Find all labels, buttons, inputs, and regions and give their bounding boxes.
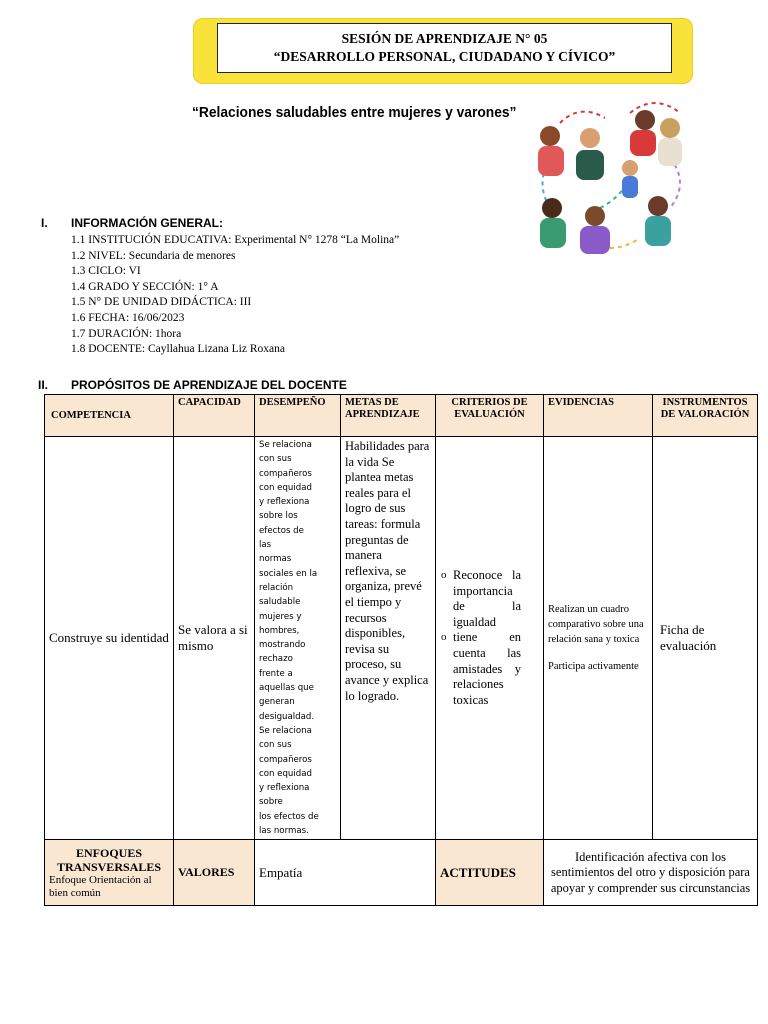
desempeno-line: compañeros	[259, 754, 312, 765]
general-info-list	[71, 233, 399, 358]
table-bottom-row	[45, 840, 758, 906]
desempeno-line: rechazo	[259, 654, 293, 665]
section2-number: II.	[38, 378, 49, 392]
enfoques-title: ENFOQUES TRANSVERSALES	[56, 845, 162, 874]
desempeno-line: con equidad	[259, 482, 312, 493]
title-banner	[193, 18, 693, 84]
desempeno-line: las normas.	[259, 826, 309, 837]
info-item: 1.5 N° DE UNIDAD DIDÁCTICA: III	[71, 296, 252, 309]
header-metas: METAS DE APRENDIZAJE	[341, 395, 436, 437]
cell-enfoques	[45, 840, 174, 906]
actitudes-label: ACTITUDES	[436, 840, 544, 906]
cell-desempeno	[255, 437, 341, 840]
actitud-value: Identificación afectiva con los sentimientos del otro y disposición para apoyar y comprender sus circunstancias	[544, 840, 758, 906]
desempeno-line: con sus	[259, 454, 292, 465]
desempeno-line: y reflexiona	[259, 783, 310, 794]
info-item: 1.4 GRADO Y SECCIÓN: 1° A	[71, 280, 219, 293]
desempeno-line: frente a	[259, 668, 293, 679]
cell-competencia: Construye su identidad	[45, 437, 174, 840]
desempeno-line: y reflexiona	[259, 497, 310, 508]
info-item: 1.7 DURACIÓN: 1hora	[71, 327, 182, 340]
desempeno-line: aquellas que	[259, 683, 314, 694]
desempeno-line: sobre	[259, 797, 283, 808]
info-item: 1.2 NIVEL: Secundaria de menores	[71, 249, 236, 262]
desempeno-line: con equidad	[259, 768, 312, 779]
desempeno-line: saludable	[259, 597, 301, 608]
info-item: 1.6 FECHA: 16/06/2023	[71, 311, 185, 324]
learning-purposes-table	[44, 394, 758, 906]
desempeno-line: compañeros	[259, 468, 312, 479]
valores-label: VALORES	[174, 840, 255, 906]
table-header-row	[45, 395, 758, 437]
desempeno-line: sociales en la	[259, 568, 318, 579]
people-circle-illustration	[530, 98, 690, 258]
session-subtitle: “Relaciones saludables entre mujeres y varones”	[192, 104, 517, 121]
table-row	[45, 437, 758, 840]
valor-value: Empatía	[255, 840, 436, 906]
desempeno-line: sobre los	[259, 511, 298, 522]
desempeno-line: mujeres y	[259, 611, 302, 622]
desempeno-line: Se relaciona	[259, 725, 312, 736]
evidencia-text: Realizan un cuadro comparativo sobre una relación sana y toxica	[548, 604, 644, 646]
desempeno-line: Se relaciona	[259, 440, 312, 450]
desempeno-line: las	[259, 540, 272, 551]
info-item: 1.3 CICLO: VI	[71, 265, 141, 278]
desempeno-line: relación	[259, 582, 294, 593]
header-evidencias: EVIDENCIAS	[544, 395, 653, 437]
section1-title: INFORMACIÓN GENERAL:	[71, 216, 223, 230]
header-instrumentos: INSTRUMENTOS DE VALORACIÓN	[653, 395, 758, 437]
desempeno-line: generan	[259, 697, 295, 708]
cell-instrumentos: Ficha de evaluación	[653, 437, 758, 840]
course-title: “DESARROLLO PERSONAL, CIUDADANO Y CÍVICO”	[273, 49, 616, 64]
info-item: 1.1 INSTITUCIÓN EDUCATIVA: Experimental N° 1278 “La Molina”	[71, 234, 400, 246]
evidencia-participation: Participa activamente	[548, 661, 639, 673]
section2-title: PROPÓSITOS DE APRENDIZAJE DEL DOCENTE	[71, 378, 347, 392]
criterio-item: o Reconoce la importancia de la igualdad	[453, 568, 539, 630]
desempeno-line: hombres,	[259, 625, 300, 636]
cell-capacidad: Se valora a si mismo	[174, 437, 255, 840]
desempeno-line: efectos de	[259, 525, 304, 536]
criterio-item: o tiene en cuenta las amistades y relaciones toxicas	[453, 630, 539, 708]
cell-evidencias	[544, 437, 653, 840]
cell-criterios	[436, 437, 544, 840]
enfoque-value: Enfoque Orientación al bien común	[49, 873, 152, 899]
desempeno-line: los efectos de	[259, 811, 319, 822]
desempeno-line: desigualdad.	[259, 711, 315, 722]
section1-number: I.	[41, 216, 48, 230]
session-title: SESIÓN DE APRENDIZAJE N° 05	[341, 31, 548, 46]
cell-metas: Habilidades para la vida Se plantea metas reales para el logro de sus tareas: formula preguntas de manera reflexiva, se organiza, prevé el tiempo y recursos disponibles, revisa su proceso, su avance y explica lo logrado.	[341, 437, 436, 840]
desempeno-line: mostrando	[259, 640, 306, 651]
desempeno-line: normas	[259, 554, 292, 565]
title-box	[217, 23, 672, 73]
header-competencia: COMPETENCIA	[45, 395, 174, 437]
info-item: 1.8 DOCENTE: Cayllahua Lizana Liz Roxana	[71, 343, 285, 356]
desempeno-line: con sus	[259, 740, 292, 751]
header-capacidad: CAPACIDAD	[174, 395, 255, 437]
header-criterios: CRITERIOS DE EVALUACIÓN	[436, 395, 544, 437]
header-desempeno: DESEMPEÑO	[255, 395, 341, 437]
